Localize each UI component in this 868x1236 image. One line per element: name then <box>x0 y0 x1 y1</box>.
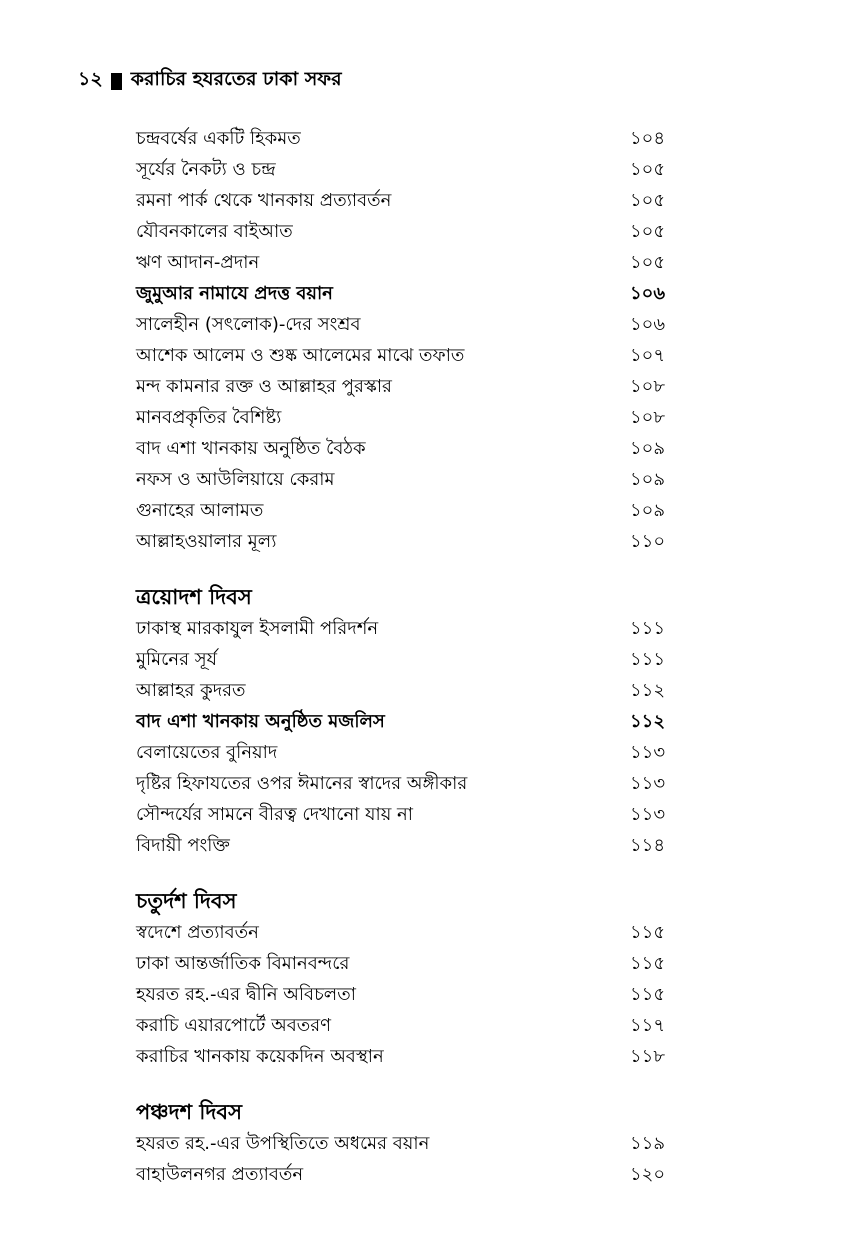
toc-entry-page: ১০৫ <box>630 252 666 273</box>
toc-entry-title: করাচির খানকায় কয়েকদিন অবস্থান <box>136 1046 384 1067</box>
toc-entry <box>136 1042 676 1073</box>
toc-entry-title: ঢাকাস্থ মারকাযুল ইসলামী পরিদর্শন <box>136 618 379 639</box>
toc-entry <box>136 496 676 527</box>
toc-entry-title: আশেক আলেম ও শুষ্ক আলেমের মাঝে তফাত <box>136 345 465 366</box>
toc-entry-title: মুমিনের সূর্য <box>136 649 217 670</box>
toc-entry <box>136 645 676 676</box>
toc-entry-page: ১১৯ <box>630 1133 666 1154</box>
toc-entry-page: ১০৯ <box>630 469 666 490</box>
toc-entry-page: ১১৪ <box>630 835 666 856</box>
toc-entry-title: যৌবনকালের বাইআত <box>136 221 293 242</box>
toc-entry-page: ১০৭ <box>630 345 666 366</box>
toc-entry-page: ১১৩ <box>630 773 666 794</box>
toc-entry-page: ১১১ <box>630 649 666 670</box>
toc-entry <box>136 403 676 434</box>
toc-entry <box>136 614 676 645</box>
toc-section-day14 <box>136 884 676 1073</box>
toc-entry-title: সৌন্দর্যের সামনে বীরত্ব দেখানো যায় না <box>136 804 414 825</box>
section-entries-day15 <box>136 1129 676 1191</box>
toc-entry <box>136 800 676 831</box>
toc-entry-page: ১১২ <box>630 711 666 732</box>
toc-entry <box>136 434 676 465</box>
toc-entry <box>136 1160 676 1191</box>
toc-entry-page: ১১৫ <box>630 953 666 974</box>
toc-entry-title: নফস ও আউলিয়ায়ে কেরাম <box>136 469 335 490</box>
toc-entry <box>136 124 676 155</box>
toc-entry <box>136 372 676 403</box>
page-number: ১২ <box>78 68 103 90</box>
table-of-contents <box>136 124 676 1213</box>
toc-entry <box>136 676 676 707</box>
toc-entry-page: ১০৫ <box>630 190 666 211</box>
toc-entry <box>136 949 676 980</box>
black-square-icon <box>111 73 122 90</box>
toc-entry-title: বাদ এশা খানকায় অনুষ্ঠিত বৈঠক <box>136 438 366 459</box>
toc-entry-title: দৃষ্টির হিফাযতের ওপর ঈমানের স্বাদের অঙ্গীকার <box>136 773 468 794</box>
toc-entry-page: ১০৬ <box>630 283 666 304</box>
toc-entry-page: ১০৮ <box>630 376 666 397</box>
toc-entry-title: আল্লাহর কুদরত <box>136 680 246 701</box>
toc-section-day15 <box>136 1095 676 1191</box>
section-entries-day13 <box>136 614 676 862</box>
toc-entry <box>136 186 676 217</box>
toc-entry-title: আল্লাহওয়ালার মূল্য <box>136 531 277 552</box>
toc-entry-title: সালেহীন (সৎলোক)-দের সংশ্রব <box>136 314 361 335</box>
toc-entry <box>136 279 676 310</box>
toc-entry-page: ১১৫ <box>630 922 666 943</box>
running-head <box>78 68 342 94</box>
toc-entry-page: ১১৮ <box>630 1046 666 1067</box>
section-title-day15: পঞ্চদশ দিবস <box>136 1100 242 1124</box>
toc-entry-page: ১০৯ <box>630 500 666 521</box>
toc-entry-title: করাচি এয়ারপোর্টে অবতরণ <box>136 1015 332 1036</box>
toc-section-intro <box>136 124 676 558</box>
toc-entry <box>136 980 676 1011</box>
toc-entry-page: ১১৩ <box>630 742 666 763</box>
toc-entry <box>136 769 676 800</box>
toc-entry-title: গুনাহের আলামত <box>136 500 264 521</box>
toc-entry-title: স্বদেশে প্রত্যাবর্তন <box>136 922 259 943</box>
toc-entry-page: ১২০ <box>630 1164 666 1185</box>
section-title-day14: চতুর্দশ দিবস <box>136 889 237 913</box>
toc-entry-page: ১০৯ <box>630 438 666 459</box>
toc-entry <box>136 831 676 862</box>
toc-entry <box>136 707 676 738</box>
toc-section-day13 <box>136 580 676 862</box>
toc-entry <box>136 155 676 186</box>
book-title: করাচির হযরতের ঢাকা সফর <box>130 68 342 90</box>
toc-entry <box>136 248 676 279</box>
toc-entry-page: ১১৩ <box>630 804 666 825</box>
toc-entry-title: রমনা পার্ক থেকে খানকায় প্রত্যাবর্তন <box>136 190 392 211</box>
toc-entry <box>136 465 676 496</box>
toc-entry-title: ঋণ আদান-প্রদান <box>136 252 260 273</box>
toc-entry-title: সূর্যের নৈকট্য ও চন্দ্র <box>136 159 276 180</box>
section-entries-day14 <box>136 918 676 1073</box>
toc-entry-title: জুমুআর নামাযে প্রদত্ত বয়ান <box>136 283 333 304</box>
toc-entry-page: ১০৬ <box>630 314 666 335</box>
toc-entry <box>136 310 676 341</box>
toc-entry-title: চন্দ্রবর্ষের একটি হিকমত <box>136 128 301 149</box>
toc-entry <box>136 918 676 949</box>
toc-entry-page: ১০৪ <box>630 128 666 149</box>
toc-entry <box>136 527 676 558</box>
toc-entry <box>136 1129 676 1160</box>
toc-entry-title: বিদায়ী পংক্তি <box>136 835 230 856</box>
toc-entry <box>136 217 676 248</box>
toc-entry-title: হযরত রহ.-এর উপস্থিতিতে অধমের বয়ান <box>136 1133 430 1154</box>
toc-entry-title: মানবপ্রকৃতির বৈশিষ্ট্য <box>136 407 282 428</box>
toc-entry <box>136 1011 676 1042</box>
toc-entry-page: ১১৫ <box>630 984 666 1005</box>
toc-entry-title: বাদ এশা খানকায় অনুষ্ঠিত মজলিস <box>136 711 385 732</box>
toc-entry-page: ১১২ <box>630 680 666 701</box>
toc-entry-page: ১১৭ <box>630 1015 666 1036</box>
section-title-day13: ত্রয়োদশ দিবস <box>136 585 252 609</box>
toc-entry-title: ঢাকা আন্তর্জাতিক বিমানবন্দরে <box>136 953 350 974</box>
toc-entry-page: ১১০ <box>630 531 666 552</box>
toc-entry-title: মন্দ কামনার রক্ত ও আল্লাহর পুরস্কার <box>136 376 392 397</box>
toc-entry-title: হযরত রহ.-এর দ্বীনি অবিচলতা <box>136 984 356 1005</box>
toc-entry <box>136 341 676 372</box>
toc-entry-title: বাহাউলনগর প্রত্যাবর্তন <box>136 1164 304 1185</box>
toc-entry <box>136 738 676 769</box>
toc-entry-page: ১০৮ <box>630 407 666 428</box>
toc-entry-title: বেলায়েতের বুনিয়াদ <box>136 742 278 763</box>
toc-entry-page: ১০৫ <box>630 221 666 242</box>
toc-entry-page: ১১১ <box>630 618 666 639</box>
toc-entry-page: ১০৫ <box>630 159 666 180</box>
